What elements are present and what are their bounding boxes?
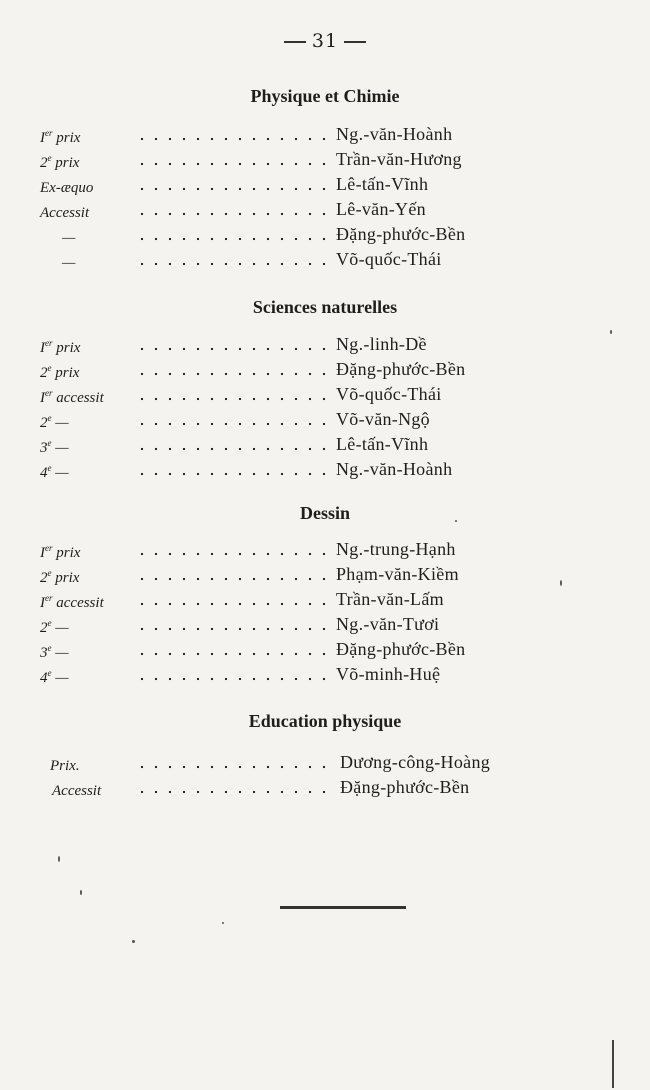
student-name: Dương-công-Hoàng [340, 752, 491, 772]
student-name: Đặng-phước-Bền [336, 359, 466, 379]
prize-label: Ier prix [40, 128, 81, 146]
leader-dots [135, 262, 335, 266]
prize-row [40, 174, 600, 204]
prize-label: Accessit [52, 783, 102, 799]
prize-label: — [62, 255, 76, 271]
section-title-dessin: Dessin [299, 503, 350, 523]
prize-label: 3e — [40, 643, 69, 661]
speck [610, 330, 612, 334]
page-number-dash-right [344, 41, 366, 43]
prize-row [40, 199, 600, 229]
leader-dots [135, 652, 335, 656]
leader-dots [135, 162, 335, 166]
prize-label: 3e — [40, 438, 69, 456]
prize-label: Ier prix [40, 543, 81, 561]
end-rule [280, 906, 406, 909]
prize-row [40, 564, 600, 594]
prize-label: Ex-æquo [40, 180, 94, 196]
prize-row [40, 224, 600, 254]
prize-label: Accessit [40, 205, 90, 221]
prize-label: 2e prix [40, 153, 80, 171]
leader-dots [135, 765, 335, 769]
leader-dots [135, 237, 335, 241]
student-name: Đặng-phước-Bền [336, 639, 466, 659]
scan-edge-line [612, 1040, 614, 1088]
leader-dots [135, 677, 335, 681]
speck [560, 580, 562, 586]
leader-dots [135, 790, 335, 794]
prize-label: Ier accessit [40, 388, 104, 406]
prize-row [40, 639, 600, 669]
prize-label: 2e prix [40, 568, 80, 586]
student-name: Lê-tấn-Vĩnh [336, 174, 429, 194]
leader-dots [135, 627, 335, 631]
prize-row [40, 664, 600, 694]
leader-dots [135, 447, 335, 451]
prize-row [40, 359, 600, 389]
student-name: Đặng-phước-Bền [340, 777, 470, 797]
section-title-sciences: Sciences naturelles [252, 297, 398, 317]
speck [222, 922, 224, 924]
prize-label: — [62, 230, 76, 246]
prize-row [40, 249, 600, 279]
student-name: Đặng-phước-Bền [336, 224, 466, 244]
student-name: Võ-quốc-Thái [336, 249, 442, 269]
page-number-text: 31 [311, 30, 339, 52]
prize-label: Prix. [50, 758, 80, 774]
speck [80, 890, 82, 895]
leader-dots [135, 552, 335, 556]
page-number [0, 30, 650, 52]
speck [455, 520, 457, 522]
leader-dots [135, 347, 335, 351]
student-name: Ng.-trung-Hạnh [336, 539, 456, 559]
leader-dots [135, 422, 335, 426]
student-name: Phạm-văn-Kiềm [336, 564, 459, 584]
student-name: Trần-văn-Hương [336, 149, 462, 169]
prize-row [40, 614, 600, 644]
prize-label: Ier prix [40, 338, 81, 356]
leader-dots [135, 397, 335, 401]
prize-label: 2e — [40, 618, 69, 636]
student-name: Võ-văn-Ngộ [336, 409, 430, 429]
leader-dots [135, 212, 335, 216]
prize-row [40, 539, 600, 569]
prize-row [40, 334, 600, 364]
student-name: Ng.-văn-Hoành [336, 459, 453, 479]
student-name: Ng.-văn-Tươi [336, 614, 440, 634]
prize-row [40, 459, 600, 489]
leader-dots [135, 372, 335, 376]
section-title-education-physique: Education physique [248, 711, 402, 731]
student-name: Trần-văn-Lấm [336, 589, 444, 609]
leader-dots [135, 602, 335, 606]
page-number-dash-left [284, 41, 306, 43]
student-name: Lê-tấn-Vĩnh [336, 434, 429, 454]
leader-dots [135, 187, 335, 191]
prize-label: 4e — [40, 668, 69, 686]
prize-row [40, 409, 600, 439]
prize-row [40, 384, 600, 414]
prize-row [40, 124, 600, 154]
prize-label: Ier accessit [40, 593, 104, 611]
leader-dots [135, 137, 335, 141]
section-title-physique: Physique et Chimie [250, 86, 400, 106]
prize-row [40, 752, 600, 782]
leader-dots [135, 577, 335, 581]
prize-row [40, 434, 600, 464]
prize-row [40, 777, 600, 807]
leader-dots [135, 472, 335, 476]
student-name: Võ-quốc-Thái [336, 384, 442, 404]
prize-label: 2e — [40, 413, 69, 431]
student-name: Ng.-văn-Hoành [336, 124, 453, 144]
student-name: Võ-minh-Huệ [336, 664, 441, 684]
student-name: Ng.-linh-Dề [336, 334, 427, 354]
prize-label: 2e prix [40, 363, 80, 381]
prize-row [40, 149, 600, 179]
speck [132, 940, 135, 943]
student-name: Lê-văn-Yến [336, 199, 426, 219]
speck [58, 856, 60, 862]
prize-label: 4e — [40, 463, 69, 481]
prize-row [40, 589, 600, 619]
